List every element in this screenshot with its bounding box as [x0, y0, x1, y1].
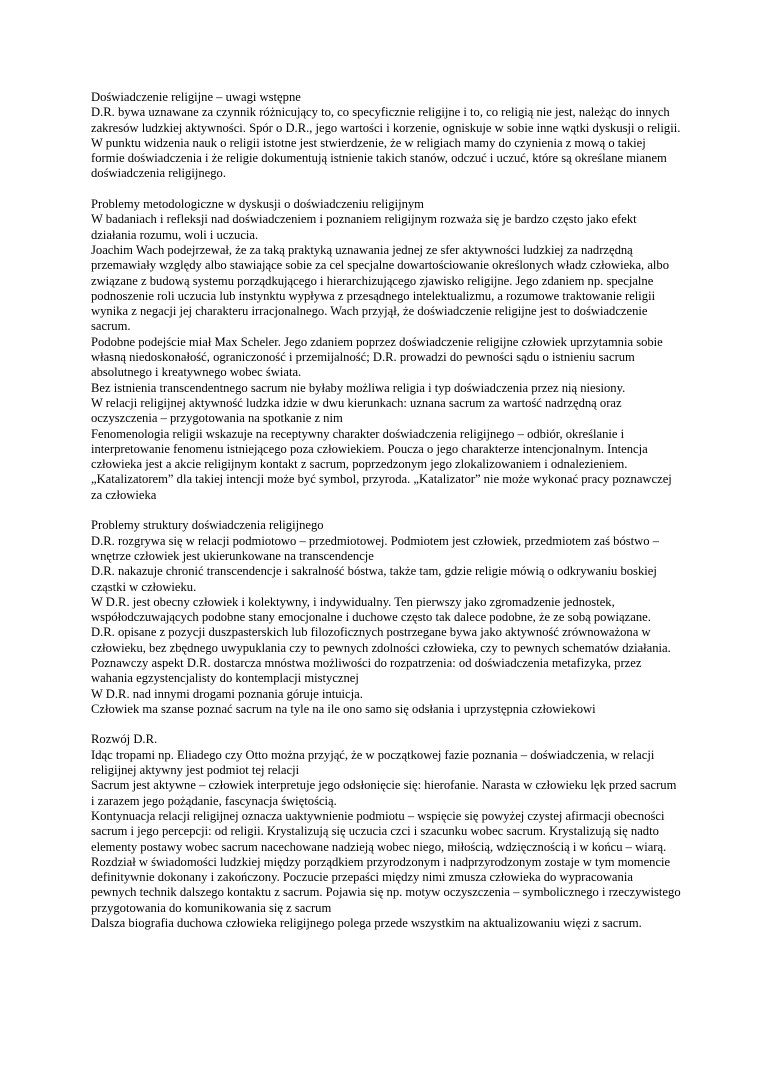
paragraph: Fenomenologia religii wskazuje na receptywny charakter doświadczenia religijnego – odbiór, określanie i interpretowanie fenomenu istniejącego poza człowiekiem. Poucza o jego charakterze intencjonalnym. Intencja człowieka jest a akcie religijnym kontakt z sacrum, poprzedzonym jego zlokalizowaniem i odnalezieniem. „Katalizatorem” dla takiej intencji może być symbol, przyroda. „Katalizator” nie może wykonać pracy poznawczej za człowieka	[91, 426, 672, 502]
paragraph: D.R. nakazuje chronić transcendencje i sakralność bóstwa, także tam, gdzie religie mówią o odkrywaniu boskiej cząstki w człowieku.	[91, 564, 657, 594]
section-heading: Doświadczenie religijne – uwagi wstępne	[91, 90, 301, 104]
paragraph: Bez istnienia transcendentnego sacrum nie byłaby możliwa religia i typ doświadczenia przez nią niesiony.	[91, 380, 626, 395]
section-gap	[91, 503, 681, 518]
paragraph: W D.R. nad innymi drogami poznania góruje intuicja.	[91, 686, 363, 701]
document-body	[91, 90, 681, 931]
paragraph: Joachim Wach podejrzewał, że za taką praktyką uznawania jednej ze sfer aktywności ludzkiej za nadrzędną przemawiały względy albo stawiające sobie za cel specjalne dowartościowanie określonych władz człowieka, albo związane z budową systemu porządkującego i hierarchizującego zjawisko religijne. Jego zdaniem np. specjalne podnoszenie roli uczucia lub instynktu wypływa z przesądnego intelektualizmu, a rozumowe traktowanie religii wynika z negacji jej charakteru irracjonalnego. Wach przyjął, że doświadczenie religijne jest to doświadczenie sacrum.	[91, 242, 670, 334]
paragraph: Podobne podejście miał Max Scheler. Jego zdaniem poprzez doświadczenie religijne człowiek uprzytamnia sobie własną niedoskonałość, ograniczoność i przemijalność; D.R. prowadzi do pewności sądu o istnieniu sacrum absolutnego i kreatywnego wobec świata.	[91, 334, 663, 380]
section-methodology	[91, 197, 681, 503]
paragraph: Sacrum jest aktywne – człowiek interpretuje jego odsłonięcie się: hierofanie. Narasta w człowieku lęk przed sacrum i zarazem jego pożądanie, fascynacja świętością.	[91, 778, 677, 808]
paragraph: Rozdział w świadomości ludzkiej między porządkiem przyrodzonym i nadprzyrodzonym zostaje w tym momencie definitywnie dokonany i zakończony. Poczucie przepaści między nimi zmusza człowieka do wypracowania pewnych technik dalszego kontaktu z sacrum. Pojawia się np. motyw oczyszczenia – symbolicznego i rzeczywistego przygotowania do komunikowania się z sacrum	[91, 854, 681, 915]
paragraph: D.R. bywa uznawane za czynnik różnicujący to, co specyficznie religijne i to, co religią nie jest, należąc do innych zakresów ludzkiej aktywności. Spór o D.R., jego wartości i korzenie, ogniskuje w sobie inne wątki dyskusji o religii.	[91, 105, 681, 135]
paragraph: D.R. rozgrywa się w relacji podmiotowo – przedmiotowej. Podmiotem jest człowiek, przedmiotem zaś bóstwo – wnętrze człowiek jest ukierunkowane na transcendencje	[91, 533, 659, 563]
section-intro	[91, 90, 681, 182]
paragraph: Dalsza biografia duchowa człowieka religijnego polega przede wszystkim na aktualizowaniu więzi z sacrum.	[91, 916, 642, 931]
paragraph: D.R. opisane z pozycji duszpasterskich lub filozoficznych postrzegane bywa jako aktywność zrównoważona w człowieku, bez zbędnego uwypuklania czy to pewnych zdolności człowieka, czy to pewnych schematów działania.	[91, 625, 671, 655]
paragraph: W badaniach i refleksji nad doświadczeniem i poznaniem religijnym rozważa się je bardzo często jako efekt działania rozumu, woli i uczucia.	[91, 212, 637, 242]
section-structure	[91, 518, 681, 717]
section-heading: Problemy struktury doświadczenia religijnego	[91, 518, 324, 533]
section-heading: Problemy metodologiczne w dyskusji o doświadczeniu religijnym	[91, 197, 424, 212]
paragraph: Człowiek ma szanse poznać sacrum na tyle na ile ono samo się odsłania i uprzystępnia człowiekowi	[91, 701, 596, 716]
paragraph: Idąc tropami np. Eliadego czy Otto można przyjąć, że w początkowej fazie poznania – doświadczenia, w relacji religijnej aktywny jest podmiot tej relacji	[91, 747, 655, 778]
paragraph: W punktu widzenia nauk o religii istotne jest stwierdzenie, że w religiach mamy do czynienia z mową o takiej formie doświadczenia i że religie dokumentują istnienie takich stanów, odczuć i uczuć, które są określane mianem doświadczenia religijnego.	[91, 135, 667, 181]
paragraph: W relacji religijnej aktywność ludzka idzie w dwu kierunkach: uznana sacrum za wartość nadrzędną oraz oczyszczenia – przygotowania na spotkanie z nim	[91, 395, 622, 426]
paragraph: W D.R. jest obecny człowiek i kolektywny, i indywidualny. Ten pierwszy jako zgromadzenie jednostek, współodczuwających podobne stany emocjonalne i duchowe często tak dalece podobne, że ze sobą powiązane.	[91, 594, 651, 625]
section-gap	[91, 717, 681, 732]
paragraph: Kontynuacja relacji religijnej oznacza uaktywnienie podmiotu – wspięcie się powyżej czystej afirmacji obecności sacrum i jego percepcji: od religii. Krystalizują się uczucia czci i szacunku wobec sacrum. Krystalizują się nadto elementy postawy wobec sacrum nacechowane nadzieją wobec niego, miłością, wdzięcznością i w końcu – wiarą.	[91, 808, 667, 854]
section-gap	[91, 182, 681, 197]
paragraph: Poznawczy aspekt D.R. dostarcza mnóstwa możliwości do rozpatrzenia: od doświadczenia metafizyka, przez wahania egzystencjalisty do kontemplacji mistycznej	[91, 655, 642, 686]
section-development	[91, 732, 681, 931]
section-heading: Rozwój D.R.	[91, 732, 158, 747]
